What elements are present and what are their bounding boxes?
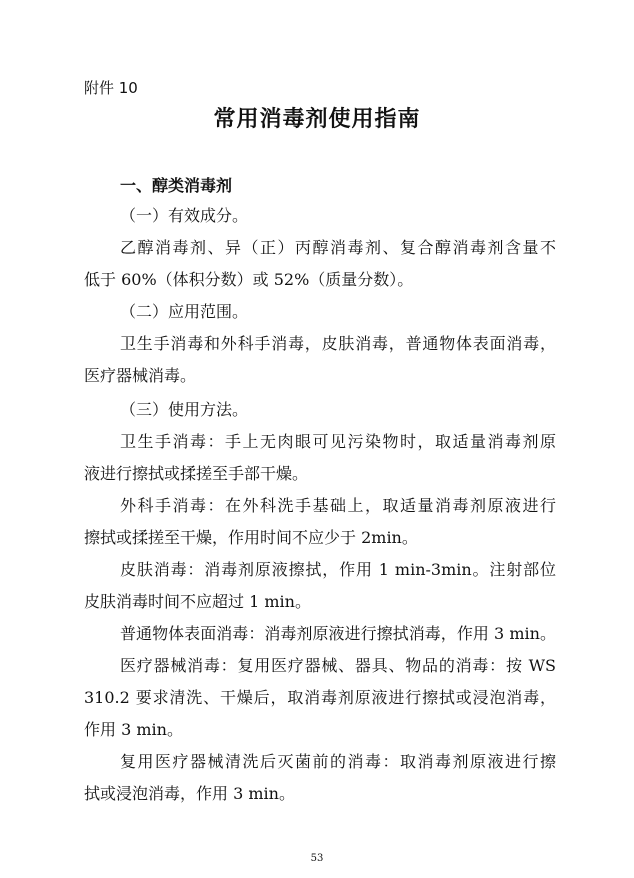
paragraph-line: 复用医疗器械清洗后灭菌前的消毒：取消毒剂原液进行擦	[120, 752, 556, 771]
paragraph-line: 外科手消毒：在外科洗手基础上，取适量消毒剂原液进行	[120, 496, 556, 515]
paragraph-line: 卫生手消毒和外科手消毒，皮肤消毒，普通物体表面消毒，	[120, 334, 556, 353]
paragraph-line: 皮肤消毒时间不应超过 1 min。	[84, 592, 311, 611]
paragraph-line: 拭或浸泡消毒，作用 3 min。	[84, 784, 295, 803]
subsection-heading: （二）应用范围。	[120, 302, 249, 321]
section-heading: 一、醇类消毒剂	[120, 176, 233, 195]
page-number: 53	[310, 853, 324, 864]
paragraph-line: 卫生手消毒：手上无肉眼可见污染物时，取适量消毒剂原	[120, 432, 556, 451]
paragraph-line: 低于 60%（体积分数）或 52%（质量分数）。	[84, 270, 414, 289]
subsection-heading: （一）有效成分。	[120, 206, 249, 225]
paragraph-line: 医疗器械消毒：复用医疗器械、器具、物品的消毒：按 WS	[120, 656, 556, 675]
paragraph-line: 擦拭或揉搓至干燥，作用时间不应少于 2min。	[84, 528, 418, 547]
paragraph-line: 皮肤消毒：消毒剂原液擦拭，作用 1 min-3min。注射部位	[120, 560, 556, 579]
paragraph-line: 310.2 要求清洗、干燥后，取消毒剂原液进行擦拭或浸泡消毒，	[84, 688, 556, 707]
paragraph-line: 乙醇消毒剂、异（正）丙醇消毒剂、复合醇消毒剂含量不	[120, 238, 556, 257]
document-title: 常用消毒剂使用指南	[213, 107, 421, 132]
paragraph-line: 普通物体表面消毒：消毒剂原液进行擦拭消毒，作用 3 min。	[120, 624, 556, 643]
subsection-heading: （三）使用方法。	[120, 400, 249, 419]
paragraph-line: 医疗器械消毒。	[84, 366, 197, 385]
paragraph-line: 作用 3 min。	[84, 720, 183, 739]
paragraph-line: 液进行擦拭或揉搓至手部干燥。	[84, 464, 309, 483]
attachment-label: 附件 10	[84, 79, 138, 97]
